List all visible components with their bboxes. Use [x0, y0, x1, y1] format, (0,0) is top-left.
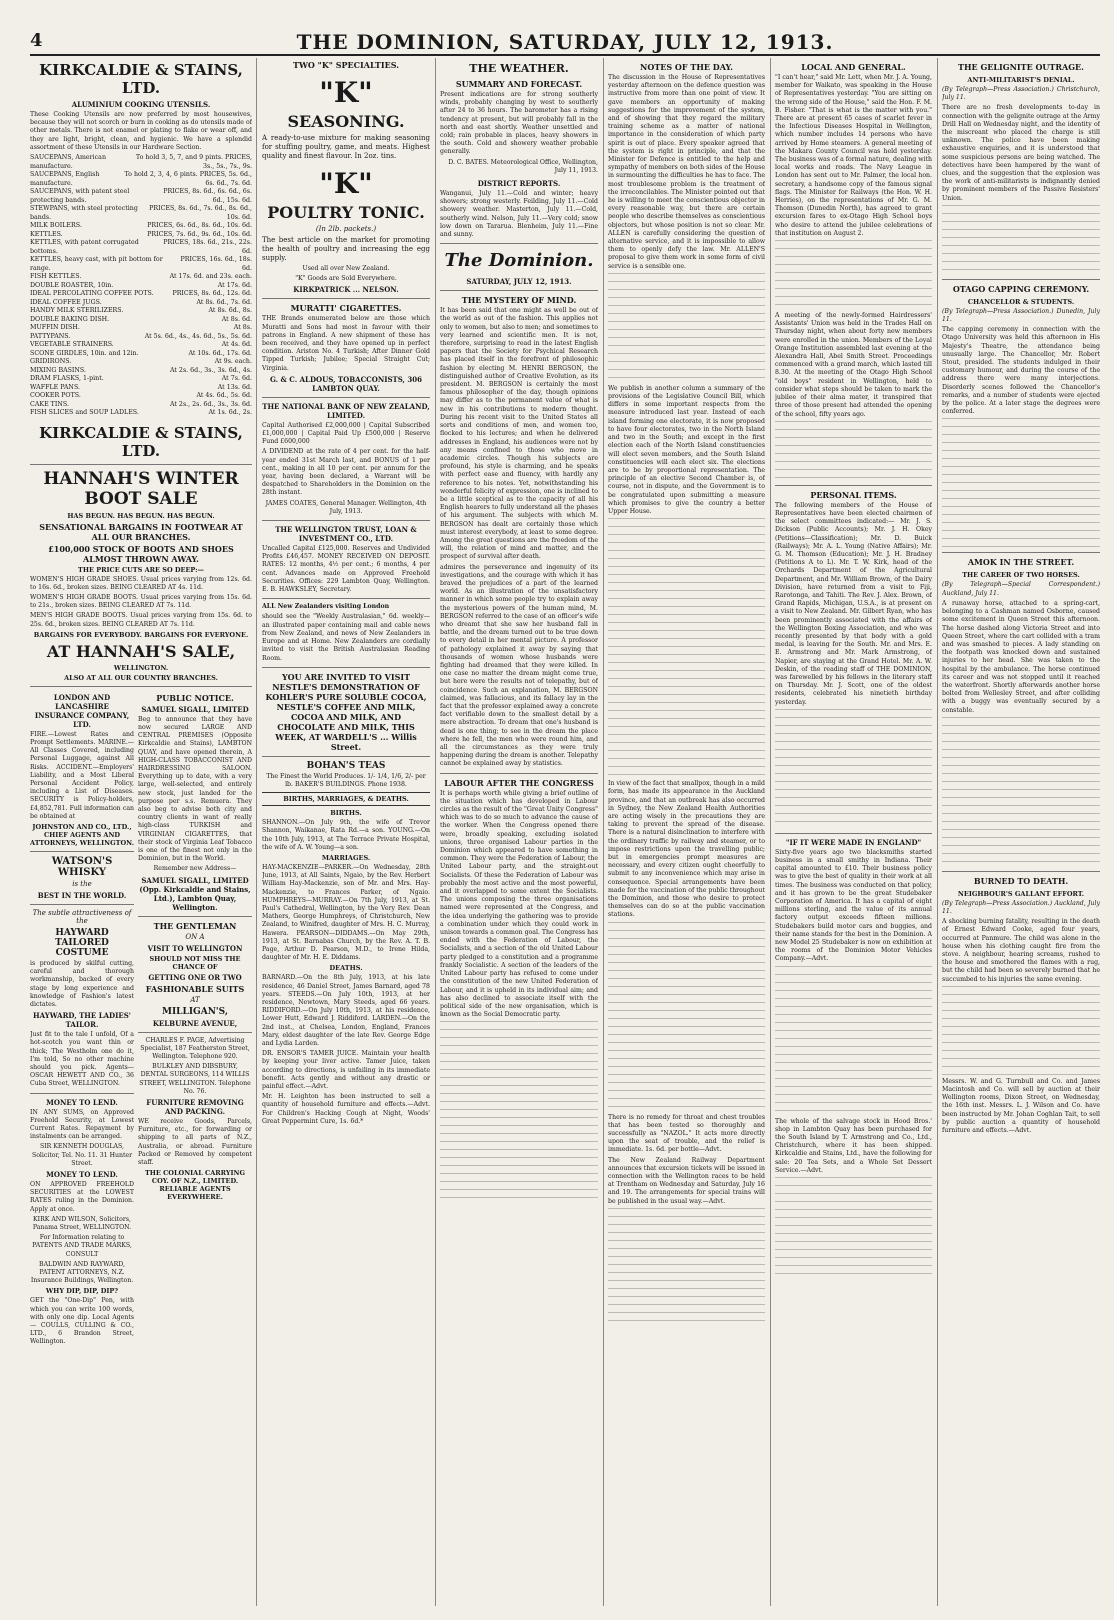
item-name: FISH KETTLES.	[30, 273, 82, 281]
item-price: At 2s. 6d., 3s., 3s. 6d., 4s.	[169, 366, 252, 374]
item-price: At 8s. 6d., 7s. 6d.	[196, 298, 252, 306]
gelignite-body: There are no fresh developments to-day in connection with the gelignite outrage at the Army Drill Hall on Wednesday night, and the identity of the miscreant who placed the charge is still unknown. The police have been making exhaustive enquiries, and it is understood that some suspicious persons are being watched. The detectives have been hampered by the want of clues, and the suggestion that the explosion was the work of anti-militarists is indignantly denied by prominent members of the Passive Resisters' Union.	[942, 104, 1100, 202]
local-body-2: A meeting of the newly-formed Hairdressers' Assistants' Union was held in the Trades Hall on Thursday night, when about forty new members were enrolled in the union. Members of the Loyal Orange Institution assembled last evening at the Alexandra Hall, Abel Smith Street. Proceedings commenced with a grand march, which lasted till 8.30. At the meeting of the Otago High School "old boys" resident in Wellington, held to consider what steps should be taken to mark the jubilee of their alma mater, it transpired that three of those present had attended the opening of the school, fifty years ago.	[775, 312, 932, 418]
studebaker-title: "IF IT WERE MADE IN ENGLAND"	[785, 837, 922, 847]
gentleman-visit: VISIT TO WELLINGTON	[147, 943, 243, 953]
k-sold: "K" Goods are Sold Everywhere.	[295, 275, 397, 283]
price-list-item	[30, 316, 252, 325]
item-name: KETTLES.	[30, 230, 63, 238]
amok-byline: (By Telegraph—Special Correspondent.) Auckland, July 11.	[942, 581, 1100, 597]
hannah-begun: HAS BEGUN. HAS BEGUN. HAS BEGUN.	[67, 511, 215, 520]
item-name: VEGETABLE STRAINERS.	[30, 341, 114, 349]
amok-body: A runaway horse, attached to a spring-cart, belonging to a Cashman named Osborne, caused some excitement in Queen Street this afternoon. The horse dashed along Victoria Street and into Queen Street, where the cart collided with a tram and was smashed to pieces. A lady standing on the footpath was knocked down and sustained injuries to her head. She was taken to the hospital by the ambulance. The horse continued its career and was not stopped until it reached the waterfront. Shortly afterwards another horse bolted from Wellesley Street, and after colliding with a buggy was eventually secured by a constable.	[942, 599, 1100, 714]
column-rule	[256, 58, 257, 1606]
item-price: At 4s. 6d., 5s. 6d.	[196, 392, 252, 400]
gentleman-getting: GETTING ONE OR TWO	[148, 972, 242, 982]
item-name: IDEAL PERCOLATING COFFEE POTS.	[30, 290, 154, 298]
price-list-item	[30, 350, 252, 359]
col1b-left	[30, 691, 134, 1349]
price-list-item	[30, 239, 252, 256]
item-price: PRICES, 8s. 6d., 12s. 6d.	[172, 290, 252, 298]
hayward-title: HAYWARD TAILORED COSTUME	[55, 927, 109, 958]
item-name: MIXING BASINS.	[30, 366, 87, 374]
column-5	[775, 58, 932, 1606]
money-lend-body: IN ANY SUMS, on Approved Freehold Security, at Lowest Current Rates. Repayment by instalments can be arranged.	[30, 1108, 134, 1141]
hannah-title: HANNAH'S WINTER BOOT SALE	[43, 468, 239, 509]
studebaker-body: Sixty-five years ago two blacksmiths started business in a small smithy in Indiana. Their capital amounted to £10. Their business policy was to give the best of quality in their work at all times. The business was conducted on that policy, and it has grown to be the great Studebaker Corporation of America. It has a capital of eight millions sterling, and the value of its annual factory output exceeds fifteen millions. Studebakers build motor cars and buggies, and their name stands for the best in the Dominion. A new Model 25 Studebaker is now on exhibition at the rooms of the Dominion Motor Vehicles Company.—Advt.	[775, 848, 932, 963]
kirkcaldie-subtitle: ALUMINIUM COOKING UTENSILS.	[71, 100, 211, 109]
hannah-price-cuts: THE PRICE CUTS ARE SO DEEP:—	[78, 565, 204, 574]
gentleman-at: AT	[190, 995, 200, 1004]
item-price: At 2s., 2s. 6d., 3s., 3s. 6d.	[169, 400, 252, 408]
bohan-body: The Finest the World Produces. 1/- 1/4, 1/6, 2/- per lb. BAKER'S BUILDINGS. Phone 1938.	[266, 772, 426, 788]
watson-is: is the	[72, 879, 92, 888]
price-list-item	[30, 154, 252, 171]
amok-title: AMOK IN THE STREET.	[967, 557, 1075, 568]
dominion-logo: The Dominion.	[444, 250, 594, 272]
item-price: At 5s. 6d., 4s., 4s. 6d., 5s., 5s. 6d.	[144, 332, 252, 340]
muratti-title: MURATTI' CIGARETTES.	[290, 303, 402, 314]
lancashire-agent: JOHNSTON AND CO., LTD., CHIEF AGENTS AND ATTORNEYS, WELLINGTON.	[30, 822, 134, 847]
k-seasoning-name: SEASONING.	[287, 112, 405, 131]
item-price: PRICES, 8s. 6d., 6s. 6d., 6s. 6d., 15s. 6d.	[163, 188, 252, 204]
notes-body-2: We publish in another column a summary of the provisions of the Legislative Council Bill, which differs in some important respects from the measure introduced last year. Instead of each island forming one electorate, it is now proposed to have four electorates, two in the North Island and two in the South; and except in the first election each of the North Island constituencies will elect seven members, and the South Island constituencies will each elect six. The elections are to be by proportional representation. The principle of an elective Second Chamber is, of course, not in dispute, and the Government is to be congratulated upon submitting a measure which promises to give the country a better Upper House.	[608, 384, 765, 515]
gentleman-miss: SHOULD NOT MISS THE CHANCE OF	[149, 954, 241, 971]
kirkcaldie-title: KIRKCALDIE & STAINS, LTD.	[39, 61, 243, 97]
muratti-body: THE Brands enumerated below are those which Muratti and Sons had most in favour with their patrons in England. A new shipment of these has been received, and they have opened up in perfect condition. Ariston No. 4 Turkish; After Dinner Gold Tipped Turkish; Jubilee; Special Straight Cut; Virginia.	[262, 315, 430, 372]
hannah-bargains: BARGAINS FOR EVERYBODY. BARGAINS FOR EVERYONE.	[33, 630, 249, 639]
district-body: Wanganui, July 11.—Cold and winter; heavy showers; strong westerly. Feilding, July 11.—Cold showery weather. Masterton, July 11.—Cold, southerly wind. Nelson, July 11.—Very cold; snow low down on Tararua. Blenheim, July 11.—Fine and sunny.	[440, 190, 598, 239]
deaths-body: BARNARD.—On the 8th July, 1913, at his late residence, 46 Daniel Street, James Barnard, aged 78 years. STEEDS.—On July 10th, 1913, at her residence, Newtown, Mary Steeds, aged 66 years. RIDDIFORD.—On July 10th, 1913, at his residence, Lower Hutt, Edward J. Riddiford. LARDEN.—On the 2nd inst., at Chelsea, London, England, Frances Mary, eldest daughter of the late Rev. George Edge and Lydia Larden.	[262, 974, 430, 1047]
k-used: Used all over New Zealand.	[302, 265, 390, 272]
furniture-body: WE receive Goods, Parcels, Furniture, etc., for forwarding or shipping to all parts of N.Z., Australia, or abroad. Furniture Packed or Removed by competent staff.	[138, 1118, 252, 1167]
item-price: At 4s. 6d.	[221, 341, 252, 349]
item-price: PRICES, 18s. 6d., 21s., 22s. 6d.	[163, 239, 252, 255]
local-body: "I can't hear," said Mr. Lett, when Mr. J. A. Young, member for Waikato, was speaking in the House of Representatives yesterday. "You are sitting on the wrong side of the House," said the Hon. F. M. B. Fisher. "That is what is the matter with you." There are at present 65 cases of scarlet fever in the Infectious Diseases Hospital in Wellington, which number includes 14 persons who have arrived by Home steamers. A general meeting of the Makara County Council was held yesterday. The business was of a formal nature, dealing with local works and roads. The Navy League in London has sent out to Mr. Palmer, the local hon. secretary, a handsome copy of the famous signal flags. The Minister for Railways (the Hon. W. H. Herries), on the representations of Mr. G. M. Thomson (Dunedin North), has agreed to grant excursion fares to ex-Otago High School boys who desire to attend the jubilee celebrations of that institution on August 2.	[775, 74, 932, 237]
nestle-invite: YOU ARE INVITED TO VISIT NESTLE'S DEMONSTRATION OF KOHLER'S PURE SOLUBLE COCOA, NESTLE'S COFFEE AND MILK, COCOA AND MILK, AND CHOCOLATE AND MILK, THIS WEEK, AT WARDELL'S ... Willis Street.	[265, 671, 427, 752]
muratti-agents: G. & C. ALDOUS, TOBACCONISTS, 306 LAMBTON QUAY.	[269, 374, 423, 393]
column-1	[30, 58, 252, 1606]
deaths-heading: DEATHS.	[329, 964, 363, 973]
kirkpatrick-nelson: KIRKPATRICK ... NELSON.	[293, 285, 399, 295]
sigall-name: SAMUEL SIGALL, LIMITED	[141, 704, 249, 714]
price-list-item	[30, 341, 252, 350]
item-name: SAUCEPANS, with patent steel protecting bands.	[30, 188, 130, 204]
furniture-title: FURNITURE REMOVING AND PACKING.	[146, 1098, 244, 1117]
tamer-juice-advert: DR. ENSOR'S TAMER JUICE. Maintain your health by keeping your liver active. Tamer Juice, taken according to directions, is unfailing in its immediate benefit. Acts gently and without any drastic or painful effect.—Advt.	[262, 1050, 430, 1090]
item-name: PATTYPANS.	[30, 332, 71, 340]
gentleman-on: ON A	[185, 932, 205, 941]
patents-title: For Information relating to PATENTS AND TRADE MARKS, CONSULT	[32, 1234, 132, 1258]
hannah-line: WOMEN'S HIGH GRADE BOOTS. Usual prices varying from 15s. 6d. to 21s., broken sizes. BEING CLEARED AT 7s. 11d.	[30, 593, 252, 610]
watson-title: WATSON'S WHISKY	[51, 855, 113, 878]
gentleman-suits: FASHIONABLE SUITS	[145, 983, 245, 994]
paper-title: THE DOMINION, SATURDAY, JULY 12, 1913.	[296, 30, 834, 54]
hannah-stock: £100,000 STOCK OF BOOTS AND SHOES ALMOST THROWN AWAY.	[48, 543, 234, 564]
k-poultry-mark: "K"	[319, 167, 373, 200]
hayward-body: is produced by skilful cutting, careful and thorough workmanship, backed of every stage by long experience and knowledge of Fashion's latest dictates.	[30, 959, 134, 1008]
price-list-item	[30, 392, 252, 401]
kirkcaldie-price-list	[30, 154, 252, 418]
dental-advert: BULKLEY AND DIBSBURY, DENTAL SURGEONS, 114 WILLIS STREET, WELLINGTON. Telephone No. 76.	[139, 1063, 251, 1095]
k-poultry-pack: (In 2lb. packets.)	[315, 225, 377, 233]
weather-subtitle: SUMMARY AND FORECAST.	[455, 79, 583, 89]
item-price: PRICES, 8s. 6d., 7s. 6d., 8s. 6d., 10s. 6d.	[149, 205, 252, 221]
item-name: STEWPANS, with steel protecting bands.	[30, 205, 138, 221]
item-price: PRICES, 7s. 6d., 9s. 6d., 10s. 6d.	[147, 230, 252, 238]
burned-subtitle: NEIGHBOUR'S GALLANT EFFORT.	[957, 889, 1085, 898]
nz-visitors-body: should see the "Weekly Australasian," 6d. weekly—an illustrated paper containing mail and cable news from New Zealand, and news of New Zealanders in Europe and at Home. New Zealanders are cordially invited to visit the British Australasian Reading Room.	[262, 613, 430, 662]
price-list-item	[30, 333, 252, 342]
column-6	[942, 58, 1100, 1606]
item-name: MILK BOILERS.	[30, 222, 82, 230]
item-name: HANDY MILK STERILIZERS.	[30, 307, 124, 315]
money-lend-title: MONEY TO LEND.	[46, 1097, 118, 1107]
burned-byline: (By Telegraph—Press Association.) Auckland, July 11.	[942, 899, 1100, 915]
hannah-line: MEN'S HIGH GRADE BOOTS. Usual prices varying from 15s. 6d. to 25s. 6d., broken sizes. BEING CLEARED AT 7s. 11d.	[30, 612, 252, 628]
lower-left-ads	[30, 691, 252, 1349]
watson-best: BEST IN THE WORLD.	[37, 890, 127, 900]
personal-title: PERSONAL ITEMS.	[810, 489, 897, 500]
item-price: At 8s. 6d.	[221, 315, 252, 323]
bank-body: A DIVIDEND at the rate of 4 per cent. for the half-year ended 31st March last, and BONUS of 1 per cent., making in all 10 per cent. per annum for the year, having been declared, a Warrant will be despatched to Shareholders in the Dominion on the 28th instant.	[262, 448, 430, 497]
k-poultry-name: POULTRY TONIC.	[267, 203, 425, 222]
sigall-remember: Remember new Address—	[153, 865, 237, 873]
hayward-sign: HAYWARD, THE LADIES' TAILOR.	[33, 1011, 131, 1030]
bank-title: THE NATIONAL BANK OF NEW ZEALAND, LIMITED.	[262, 401, 430, 420]
burned-title: BURNED TO DEATH.	[973, 875, 1069, 886]
item-name: KETTLES, with patent corrugated bottoms.	[30, 239, 139, 255]
item-price: To hold 3, 5, 7, and 9 pints. PRICES, 3s., 5s., 7s., 9s.	[135, 154, 252, 170]
item-name: KETTLES, heavy cast, with pit bottom for range.	[30, 256, 163, 272]
sigall-notice-title: PUBLIC NOTICE.	[156, 692, 234, 703]
masthead	[30, 28, 1100, 56]
trust-title: THE WELLINGTON TRUST, LOAN & INVESTMENT CO., LTD.	[275, 525, 417, 544]
page-advert: CHARLES F. PAGE, Advertising Specialist, 187 Featherston Street, Wellington. Telephone 920.	[140, 1036, 250, 1060]
marriages-body: HAY-MACKENZIE—PARKER.—On Wednesday, 28th June, 1913, at All Saints, Ngaio, by the Rev. Herbert William Hay-Mackenzie, son of Mr. and Mrs. Hay-Mackenzie, to Frances Parker, of Ngaio. HUMPHREYS—MURRAY.—On 7th July, 1913, at St. Paul's Cathedral, Wellington, by the Very Rev. Dean Mathers, George Humphreys, of Christchurch, New Zealand, to Winifred, daughter of Mrs. H. C. Murray, Hawera. PEARSON—DIDDAMS.—On May 29th, 1913, at St. Barnabas Church, by the Rev. A. T. B. Page, Arthur D. Pearson, M.D., to Irene Hilda, daughter of Mr. H. E. Diddams.	[262, 863, 430, 962]
item-name: DRAM FLASKS, 1-pint.	[30, 375, 104, 383]
nz-visitors-title: ALL New Zealanders visiting London	[262, 603, 390, 611]
item-price: To hold 2, 3, 4, 6 pints. PRICES, 5s. 6d., 6s. 6d., 7s. 6d.	[124, 171, 252, 187]
mystery-body: It has been said that one might as well be out of the world as out of the fashion. This applies not only to women, but also to men; and sometimes to very learned and scientific men. It is not, therefore, surprising to read in the latest English papers that the Society for Psychical Research has placed itself in the forefront of philosophic fashion by electing M. HENRI BERGSON, the distinguished author of Creative Evolution, as its president. M. BERGSON is certainly the most famous philosopher of the day, though opinions may differ as to the permanent value of what is new in his contributions to modern thought. During his recent visit to the United States all sorts and conditions of men, and women too, flocked to his lectures; and when he delivered addresses in England, his audiences were not by any means confined to those who move in academic circles. Though his subjects are profound, his style is charming, and he speaks with perfect ease and fluency, with hardly any reference to his notes. Yet, notwithstanding his wonderful felicity of expression, one is inclined to be a little sceptical as to the capacity of all his English hearers to fully understand all the phases of his argument. The subjects with which M. BERGSON has dealt are certainly those which must interest everybody, at least to some degree. Among the great questions are the freedom of the will, the relation of mind and matter, and the prospect of survival after death.	[440, 307, 598, 561]
kirkcaldie-intro: These Cooking Utensils are now preferred by most housewives, because they will not scorch or burn in cooking as do utensils made of other metals. There is not enamel or plating to flake or wear off, and they are light, bright, clean, and hygienic. We have a splendid assortment of these Utensils in our Hardware Section.	[30, 111, 252, 151]
col1b-right	[138, 691, 252, 1349]
price-list-item	[30, 401, 252, 410]
price-list-item	[30, 273, 252, 282]
item-name: MUFFIN DISH.	[30, 324, 80, 332]
otago-subtitle: CHANCELLOR & STUDENTS.	[967, 297, 1075, 306]
otago-body: The capping ceremony in connection with the Otago University was held this afternoon in His Majesty's Theatre, the attendance being unusually large. The Chancellor, Mr. Robert Stout, presided. The students indulged in their customary humour, and during the course of the address there were many interjections. Disorderly scenes followed the Chancellor's remarks, and a number of students were ejected by the police. At a later stage the degrees were conferred.	[942, 326, 1100, 416]
item-name: CAKE TINS.	[30, 400, 69, 408]
sigall-body: Beg to announce that they have now secured LARGE AND CENTRAL PREMISES (Opposite Kirkcaldie and Stains), LAMBTON QUAY, and have opened therein, A HIGH-CLASS TOBACCONIST AND HAIRDRESSING SALOON. Everything up to date, with a very large, well-selected, and entirely new stock, just landed for the purpose per s.s. Remuera. They also beg to advise both city and country clients in want of really high-class TURKISH and VIRGINIAN CIGARETTES, that their stock of Virginia Leaf Tobacco is one of the finest not only in the Dominion, but in the World.	[138, 715, 252, 863]
hayward-tail: Just fit to the tale I unfold, Of a hot-scotch you want thin or thick; The Westholm one do it, I'm told, So no other machine should you pick. Agents—OSCAR HEWETT AND CO., 36 Cuba Street, WELLINGTON.	[30, 1031, 134, 1088]
personal-body: The following members of the House of Representatives have been elected chairmen of the select committees indicated:— Mr. J. S. Dickson (Public Accounts); Mr. J. H. Okey (Petitions—Classification); Mr. D. Buick (Railways); Mr. A. L. Young (Native Affairs); Mr. G. M. Thomson (Education); Mr. J. H. Bradney (Petitions A to L). Mr. T. W. Kirk, head of the Orchards Department of the Agricultural Department, and Mr. William Brown, of the Dairy Division, have returned from a visit to Fiji, Rarotonga, and Tahiti. The Rev. J. Alex. Brown, of Grand Rapids, Michigan, U.S.A., is at present on a visit to New Zealand. Mr. Gilbert Ryan, who has been prominently associated with the affairs of the Wellington Boxing Association, and who was recently presented by that body with a gold medal, is leaving for the South. Mr. and Mrs. E. E. Armstrong and Mr. Mark Armstrong, of Napier, are staying at the Grand Hotel. Mr. A. W. Deskin, of the reading staff of THE DOMINION, was farewelled by his fellows in the literary staff on Thursday. Mr. J. Scott, one of the oldest residents, celebrated his ninetieth birthday yesterday.	[775, 501, 932, 706]
item-name: SAUCEPANS, American manufacture.	[30, 154, 106, 170]
sigall-address: SAMUEL SIGALL, LIMITED (Opp. Kirkcaldie and Stains, Ltd.), Lambton Quay, Wellington.	[139, 875, 251, 912]
gentleman-milligan: MILLIGAN'S,	[161, 1006, 228, 1017]
furniture-sign: THE COLONIAL CARRYING COY. OF N.Z., LIMITED. RELIABLE AGENTS EVERYWHERE.	[144, 1169, 246, 1202]
notes-body-5: The New Zealand Railway Department announces that excursion tickets will be issued in connection with the Wellington races to be held at Trentham on Wednesday and Saturday, July 16 and 19. The arrangements for special trains will be published in the usual way.—Advt.	[608, 1156, 765, 1205]
salvage-advert: The whole of the salvage stock in Hood Bros.' shop in Lambton Quay has been purchased for the South Island by T. Armstrong and Co., Ltd., Christchurch, where it has been shipped. Kirkcaldie and Stains, Ltd., have the following for sale: 20 Tea Sets, and a Whole Set Dessert Service.—Advt.	[775, 1117, 932, 1174]
item-price: PRICES, 16s. 6d., 18s. 6d.	[180, 256, 252, 272]
hannah-also: ALSO AT ALL OUR COUNTRY BRANCHES.	[64, 673, 218, 682]
hannah-line: WOMEN'S HIGH GRADE SHOES. Usual prices varying from 12s. 6d. to 16s. 6d., broken sizes. BEING CLEARED AT 4s. 11d.	[30, 575, 252, 591]
dip-body: GET the "One-Dip" Pen, with which you can write 100 words, with only one dip. Local Agents— COULLS, CULLING & CO., LTD., 6 Brandon Street, Wellington.	[30, 1297, 134, 1346]
local-title: LOCAL AND GENERAL.	[801, 62, 906, 72]
price-list-item	[30, 409, 252, 418]
notes-body-4: There is no remedy for throat and chest troubles that has been tested so thoroughly and successfully as "NAZOL." It acts more directly upon the seat of trouble, and the relief is immediate. 1s. 6d. per bottle—Advt.	[608, 1113, 765, 1154]
item-name: DOUBLE ROASTER, 10in.	[30, 281, 114, 289]
patents-sign: BALDWIN AND RAYWARD, PATENT ATTORNEYS, N.Z. Insurance Buildings, Wellington.	[30, 1260, 134, 1285]
gelignite-subtitle: ANTI-MILITARIST'S DENIAL.	[967, 76, 1075, 84]
trust-body: Uncalled Capital £125,000. Reserves and Undivided Profits £46,457. MONEY RECEIVED ON DEPOSIT. RATES: 12 months, 4½ per cent.; 6 months, 4 per cent. Advances made on Approved Freehold Securities. Offices: 229 Lambton Quay, Wellington. E. B. HAWKSLEY, Secretary.	[262, 545, 430, 594]
mystery-title: THE MYSTERY OF MIND.	[461, 295, 577, 306]
births-heading: BIRTHS.	[330, 809, 362, 818]
k-seasoning-body: A ready-to-use mixture for making seasoning for stuffing poultry, game, and meats. Highest quality and finest flavour. In 2oz. tins.	[262, 134, 430, 160]
item-name: GRIDIRONS.	[30, 358, 72, 366]
item-name: SCONE GIRDLES, 10in. and 12in.	[30, 349, 139, 357]
price-list-item	[30, 171, 252, 188]
column-rule	[937, 58, 938, 1606]
price-list-item	[30, 299, 252, 308]
item-price: At 7s. 6d.	[221, 375, 252, 383]
bank-sign: JAMES COATES, General Manager. Wellington, 4th July, 1913.	[265, 499, 427, 515]
item-price: At 17s. 6d.	[217, 281, 252, 289]
gentleman-kelburne: KELBURNE AVENUE,	[152, 1018, 238, 1028]
amok-subtitle: THE CAREER OF TWO HORSES.	[962, 571, 1080, 580]
price-list-item	[30, 324, 252, 333]
notes-body-3: In view of the fact that smallpox, though in a mild form, has made its appearance in the Auckland province, and that an outbreak has also occurred in Sydney, the New Zealand Health Authorities are acting wisely in the precautions they are taking to prevent the spread of the disease. There is a natural disinclination to interfere with the ordinary traffic by railway and steamer, or to impose restrictions upon the travelling public; but in emergencies prompt measures are necessary, and every citizen ought cheerfully to submit to any inconvenience which may arise in consequence. Special arrangements have been made for the vaccination of the public throughout the Dominion, and those who desire to protect themselves can do so at the public vaccination stations.	[608, 780, 765, 919]
hannah-sensational: SENSATIONAL BARGAINS IN FOOTWEAR AT ALL OUR BRANCHES.	[39, 521, 243, 542]
item-price: At 9s. each.	[214, 358, 252, 366]
column-rule	[435, 58, 436, 1606]
price-list-item	[30, 307, 252, 316]
hayward-intro: The subtle attractiveness of the	[32, 908, 132, 925]
price-list-item	[30, 367, 252, 376]
item-price: At 13s. 6d.	[217, 383, 252, 391]
burned-body: A shocking burning fatality, resulting in the death of Ernest Edward Cooke, aged four years, occurred at Panmure. The child was alone in the house when his clothing caught fire from the stove. A neighbour, hearing screams, rushed to the house and smothered the flames with a rug, but the child had been so severely burned that he succumbed to his injuries the same evening.	[942, 918, 1100, 983]
marriages-heading: MARRIAGES.	[321, 853, 371, 862]
item-name: SAUCEPANS, English manufacture.	[30, 171, 100, 187]
price-list-item	[30, 290, 252, 299]
item-price: At 17s. 6d. and 23s. each.	[169, 273, 252, 281]
births-banner: BIRTHS, MARRIAGES, & DEATHS.	[262, 792, 430, 806]
editorial-date: SATURDAY, JULY 12, 1913.	[466, 277, 572, 287]
gelignite-byline: (By Telegraph—Press Association.) Christchurch, July 11.	[942, 86, 1100, 102]
weather-sign: D. C. BATES. Meteorological Office, Wellington, July 11, 1913.	[448, 158, 598, 174]
money-lend-sign-2: KIRK AND WILSON, Solicitors, Panama Street, WELLINGTON.	[32, 1215, 132, 1232]
price-list-item	[30, 188, 252, 205]
notes-body: The discussion in the House of Representatives yesterday afternoon on the defence question was instructive from more than one point of view. It gave members an opportunity of making suggestions for the improvement of the system, and of showing that they regard the military training scheme as a matter of national importance in the consideration of which party spirit is out of place. Every speaker agreed that the system is right in principle, and that the Minister for Defence is entitled to the help and sympathy of members on both sides of the House in surmounting the difficulties he has to face. The most troublesome problem is the treatment of the irreconcilables. The Minister pointed out that he is willing to meet the conscientious objector in every reasonable way, but there are certain people who describe themselves as conscientious objectors, but whose position is not so clear. Mr. ALLEN is carefully considering the question of alternative service, and it is impossible to allow them to openly defy the law. Mr. ALLEN'S proposal to give them work in some form of civil service is a sensible one.	[608, 74, 765, 270]
k-poultry-body: The best article on the market for promoting the health of poultry and increasing the egg supply.	[262, 236, 430, 262]
price-list-item	[30, 384, 252, 393]
district-title: DISTRICT REPORTS.	[477, 179, 561, 189]
money-lend-title-2: MONEY TO LEND.	[46, 1170, 118, 1180]
labour-body: It is perhaps worth while giving a brief outline of the situation which has developed in Labour circles as the result of the "Great Unity Congress" which was to do so much to advance the cause of the worker. When the Congress opened there were, broadly speaking, excluding isolated unions, three organised Labour parties in the Dominion which appeared to have something in common. They were the Federation of Labour, the United Labour party, and the straight-out Socialists. Of these the Federation of Labour was probably the most active and the most powerful, and it overlapped to some extent the Socialists. The unions composing the three organisations named were represented at the Congress, and the idea underlying the gathering was to provide a combination under which they could work in unison towards a common goal. The Congress has ended with the Federation of Labour, the Socialists, and a section of the old United Labour party pledged to a constitution and a programme frankly Socialistic. A section of the leaders of the United Labour party has refused to come under the constitution of the new United Federation of Labour, and it is upheld in its individual aim; and has also declined to associate itself with the political side of the new organisation, which is known as the Social Democratic party.	[440, 789, 598, 1019]
hannah-town: WELLINGTON.	[113, 663, 169, 672]
bank-capital: Capital Authorised £2,000,000 | Capital Subscribed £1,000,000 | Capital Paid Up £500,000 | Reserve Fund £600,000	[262, 421, 430, 446]
otago-byline: (By Telegraph—Press Association.) Dunedin, July 11.	[942, 307, 1100, 324]
item-name: COOKER POTS.	[30, 392, 81, 400]
otago-title: OTAGO CAPPING CEREMONY.	[952, 283, 1090, 294]
hannah-sale: AT HANNAH'S SALE,	[46, 641, 236, 661]
dip-title: WHY DIP, DIP, DIP?	[45, 1287, 119, 1296]
price-list-item	[30, 231, 252, 240]
item-price: At 1s. 6d., 2s.	[208, 409, 252, 417]
item-name: WAFFLE PANS.	[30, 383, 81, 391]
notes-title: NOTES OF THE DAY.	[640, 62, 733, 72]
item-name: FISH SLICES and SOUP LADLES.	[30, 409, 139, 417]
two-k-title: TWO "K" SPECIALTIES.	[292, 60, 399, 70]
item-name: DOUBLE BAKING DISH.	[30, 315, 110, 323]
price-list-item	[30, 358, 252, 367]
price-list-item	[30, 205, 252, 222]
weather-title: THE WEATHER.	[469, 62, 569, 75]
k-seasoning-mark: "K"	[319, 76, 373, 109]
mystery-body-continued: admires the perseverance and ingenuity of its investigations, and the courage with which it has braved the prejudices of a part of the learned world. As an illustration of the unsatisfactory manner in which some people try to explain away the mysterious powers of the human mind, M. BERGSON referred to the case of an officer's wife who dreamt that she saw her husband fall in battle, and the dream turned out to be true down to every detail in her mental picture. A professor of pathology explained it away by saying that thousands of women whose husbands were fighting had dreamed that they were killed. In one case no matter the dream might come true, but here were the results not of telepathy, but of coincidence. Such an explanation, M. BERGSON claimed, was fallacious, and its fallacy lay in the fact that the professor explained away a concrete fact verifiable down to the smallest detail by a mere abstraction. To dream that one's husband is dead is one thing; to see in the dream the place where he fell, the men who were round him, and all the circumstances as they were truly happening during the dream is another. Telepathy cannot be explained away by statistics.	[440, 563, 598, 768]
auction-advert: Messrs. W. and G. Turnbull and Co. and James Macintosh and Co. will sell by auction at their Wellington rooms, Dixon Street, on Wednesday, the 16th inst. Messrs. L. J. Wilson and Co. have been instructed by Mr. Johan Coghlan Tait, to sell by public auction a quantity of household furniture and effects.—Advt.	[942, 1077, 1100, 1134]
labour-title: LABOUR AFTER THE CONGRESS	[444, 777, 594, 788]
price-list-item	[30, 375, 252, 384]
item-price: At 8s.	[233, 324, 252, 332]
column-4	[608, 58, 765, 1606]
page-number: 4	[30, 30, 43, 51]
births-body: SHANNON.—On July 9th, the wife of Trevor Shannon, Waikanae, Rata Rd.—a son. YOUNG.—On the 10th July, 1913, at The Terrace Private Hospital, the wife of A. W. Young—a son.	[262, 819, 430, 851]
lancashire-body: FIRE.—Lowest Rates and Prompt Settlements. MARINE.—All Classes Covered, including Personal Luggage, against All Risks. ACCIDENT.—Employers' Liability, and a Most Liberal Personal Accident Policy, including a List of Diseases. SECURITY is Policy-holders, £4,852,781. Full information can be obtained at	[30, 730, 134, 820]
bohan-title: BOHAN'S TEAS	[306, 760, 386, 771]
column-3	[440, 58, 598, 1606]
lancashire-title: LONDON AND LANCASHIRE INSURANCE COMPANY, LTD.	[34, 692, 130, 729]
item-price: PRICES, 6s. 6d., 8s. 6d., 10s. 6d.	[147, 222, 252, 230]
gentleman-title: THE GENTLEMAN	[153, 920, 237, 931]
kirkcaldie-title-footer: KIRKCALDIE & STAINS, LTD.	[39, 423, 243, 460]
column-2	[262, 58, 430, 1606]
gelignite-title: THE GELIGNITE OUTRAGE.	[958, 62, 1084, 72]
money-lend-body-2: ON APPROVED FREEHOLD SECURITIES at the LOWEST RATES ruling in the Dominion. Apply at once.	[30, 1181, 134, 1213]
weather-body: Present indications are for strong southerly winds, probably changing by west to southerly after 24 to 36 hours. The barometer has a rising tendency at present, but will probably fall in the north and east shortly. Weather unsettled and cold; rain probable in places, heavy showers in the south. Cold and showery weather probable generally.	[440, 91, 598, 156]
price-list-item	[30, 222, 252, 231]
column-rule	[603, 58, 604, 1606]
item-price: At 10s. 6d., 17s. 6d.	[188, 349, 252, 357]
column-rule	[770, 58, 771, 1606]
price-list-item	[30, 256, 252, 273]
item-name: IDEAL COFFEE JUGS.	[30, 298, 102, 306]
item-price: At 8s. 6d., 8s.	[208, 307, 252, 315]
cough-advert: Mr. H. Leighton has been instructed to sell a quantity of household furniture and effects.—Advt. For Children's Hacking Cough at Night, Woods' Great Peppermint Cure, 1s. 6d.*	[262, 1093, 430, 1125]
money-lend-sign: SIR KENNETH DOUGLAS, Solicitor, Tel. No. 11. 31 Hunter Street.	[31, 1143, 133, 1167]
price-list-item	[30, 282, 252, 291]
